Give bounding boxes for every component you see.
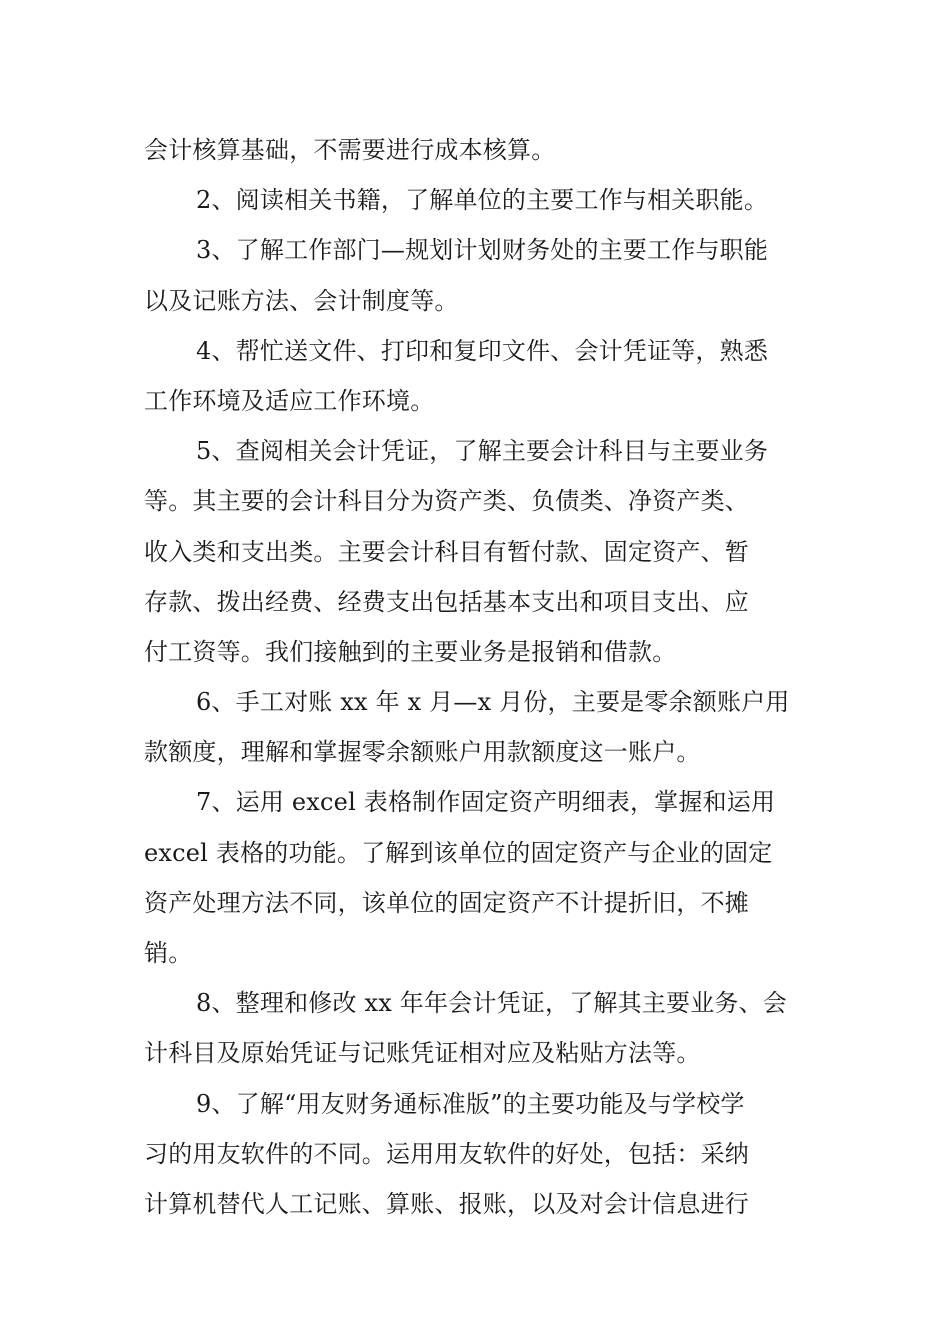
text-line: 存款、拨出经费、经费支出包括基本支出和项目支出、应 [144,587,749,616]
text-line: 款额度，理解和掌握零余额账户用款额度这一账户。 [144,738,701,767]
text-line: 5、查阅相关会计凭证，了解主要会计科目与主要业务 [196,437,769,466]
text-line: 4、帮忙送文件、打印和复印文件、会计凭证等，熟悉 [196,336,769,365]
text-line: 销。 [144,939,193,967]
text-line: 付工资等。我们接触到的主要业务是报销和借款。 [144,637,677,666]
text-line: 收入类和支出类。主要会计科目有暂付款、固定资产、暂 [144,537,749,566]
text-line: 计算机替代人工记账、算账、报账，以及对会计信息进行 [144,1189,749,1218]
text-line: 会计核算基础，不需要进行成本核算。 [144,136,556,164]
text-line: 计科目及原始凭证与记账凭证相对应及粘贴方法等。 [144,1039,701,1068]
text-line: 2、阅读相关书籍，了解单位的主要工作与相关职能。 [196,186,769,215]
text-line: 习的用友软件的不同。运用用友软件的好处，包括：采纳 [144,1139,749,1168]
text-line: 3、了解工作部门—规划计划财务处的主要工作与职能 [196,236,769,265]
text-line: 7、运用 excel 表格制作固定资产明细表，掌握和运用 [196,788,776,817]
text-line: 工作环境及适应工作环境。 [144,386,435,415]
text-line: 8、整理和修改 xx 年年会计凭证，了解其主要业务、会 [196,989,787,1018]
text-line: 以及记账方法、会计制度等。 [144,286,459,315]
text-line: excel 表格的功能。了解到该单位的固定资产与企业的固定 [144,838,773,867]
document-body [144,125,808,1229]
text-line: 等。其主要的会计科目分为资产类、负债类、净资产类、 [144,487,749,516]
text-line: 6、手工对账 xx 年 x 月—x 月份，主要是零余额账户用 [196,688,790,717]
text-line: 9、了解“用友财务通标准版”的主要功能及与学校学 [196,1089,745,1118]
text-line: 资产处理方法不同，该单位的固定资产不计提折旧，不摊 [144,888,749,917]
